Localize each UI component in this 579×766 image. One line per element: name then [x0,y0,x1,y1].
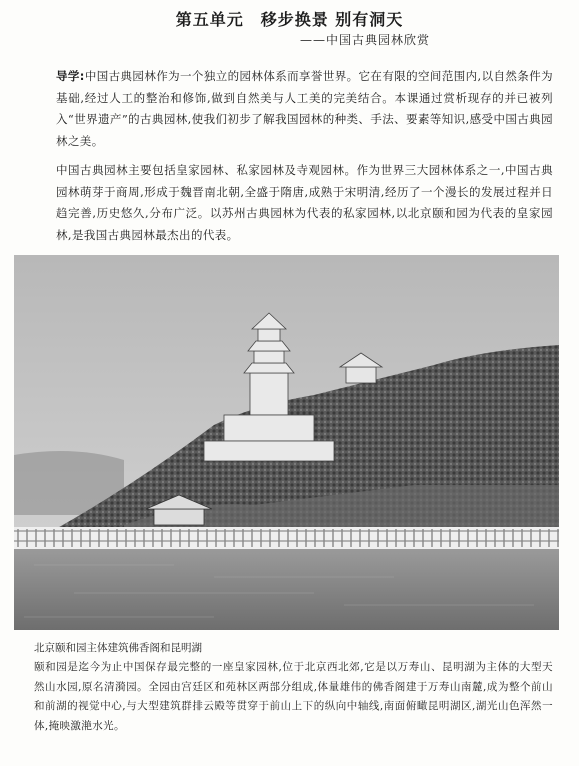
body-paragraph-1: 中国古典园林主要包括皇家园林、私家园林及寺观园林。作为世界三大园林体系之一,中国古典园林萌芽于商周,形成于魏晋南北朝,全盛于隋唐,成熟于宋明清,经历了一个漫长的发展过程并日趋完善,历史悠久,分布广泛。以苏州古典园林为代表的私家园林,以北京颐和园为代表的皇家园林,是我国古典园林最杰出的代表。 [56,163,553,242]
summer-palace-photo [14,255,559,630]
photo-illustration [14,255,559,630]
page-subtitle: ——中国古典园林欣赏 [300,33,431,47]
page-title: 第五单元 移步换景 别有洞天 [175,10,404,29]
intro-text: 中国古典园林作为一个独立的园林体系而享誉世界。它在有限的空间范围内,以自然条件为基础,经过人工的整治和修饰,做到自然美与人工美的完美结合。本课通过赏析现存的并已被列入“世界遗产”的古典园林,使我们初步了解我国园林的种类、手法、要素等知识,感受中国古典园林之美。 [56,69,553,148]
intro-lead: 导学: [56,69,85,83]
intro-paragraph [56,66,553,152]
photo-caption: 北京颐和园主体建筑佛香阁和昆明湖 [34,642,202,654]
body-paragraph-2: 颐和园是迄今为止中国保存最完整的一座皇家园林,位于北京西北郊,它是以万寿山、昆明湖为主体的大型天然山水园,原名清漪园。全园由宫廷区和苑林区两部分组成,体量雄伟的佛香阁建于万寿山南麓,成为整个前山和前湖的视觉中心,与大型建筑群排云殿等贯穿于前山上下的纵向中轴线,南面俯瞰昆明湖区,湖光山色浑然一体,掩映激滟水光。 [34,661,553,732]
